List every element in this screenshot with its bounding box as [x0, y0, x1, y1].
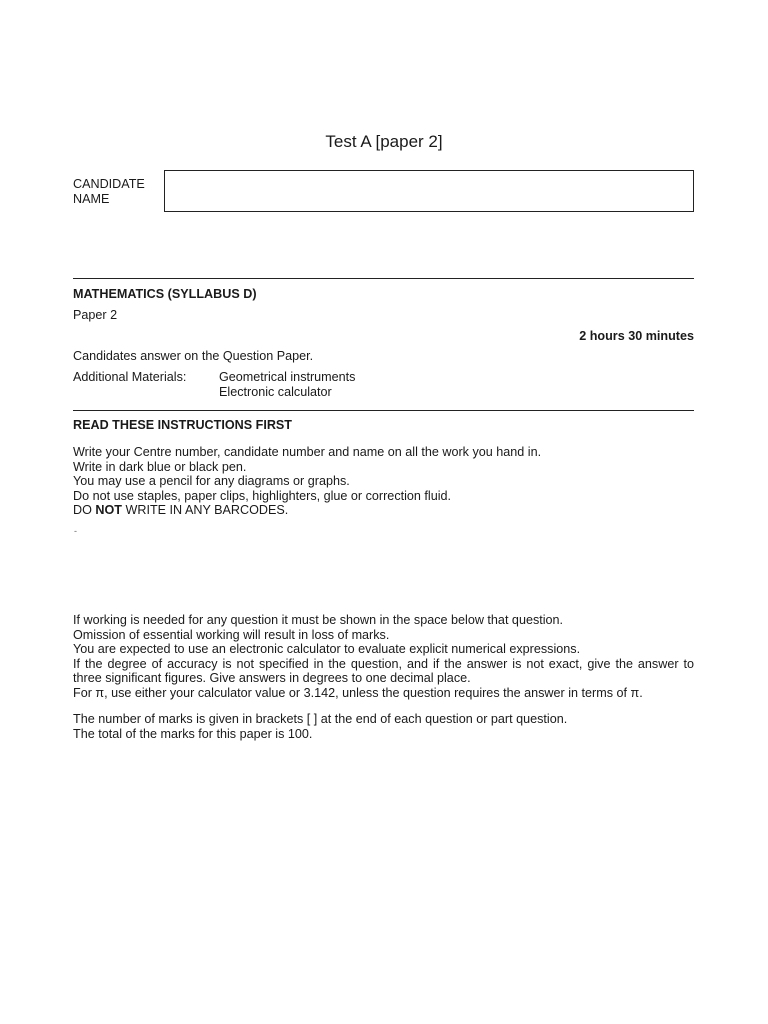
working-line: You are expected to use an electronic calculator to evaluate explicit numerical expressions. [73, 642, 581, 657]
barcode-emphasis: NOT [95, 503, 122, 518]
materials-list [219, 370, 355, 399]
divider-instructions [73, 410, 694, 411]
instruction-line: You may use a pencil for any diagrams or graphs. [73, 474, 350, 489]
subject-heading: MATHEMATICS (SYLLABUS D) [73, 287, 257, 301]
paper-number: Paper 2 [73, 308, 118, 322]
working-line: Omission of essential working will result in loss of marks. [73, 627, 390, 642]
instruction-line: Do not use staples, paper clips, highlighters, glue or correction fluid. [73, 488, 452, 503]
instruction-line: Write in dark blue or black pen. [73, 459, 247, 474]
barcode-prefix: DO [73, 503, 96, 518]
divider-top [73, 278, 694, 279]
page-title: Test A [paper 2] [325, 132, 443, 151]
working-line: If the degree of accuracy is not specified in the question, and if the answer is not exact, give the answer to [73, 656, 694, 671]
instructions-list [73, 445, 541, 518]
marks-line: The total of the marks for this paper is 100. [73, 726, 313, 741]
instruction-line: Write your Centre number, candidate number and name on all the work you hand in. [73, 445, 542, 459]
materials-label: Additional Materials: [73, 370, 187, 384]
material-item: Electronic calculator [219, 384, 332, 399]
barcode-suffix: WRITE IN ANY BARCODES. [121, 503, 289, 518]
barcode-instruction [73, 503, 541, 518]
answer-note: Candidates answer on the Question Paper. [73, 349, 314, 363]
marks-line: The number of marks is given in brackets [ ] at the end of each question or part question. [73, 712, 568, 726]
candidate-label-line-2: NAME [73, 191, 110, 206]
instructions-heading: READ THESE INSTRUCTIONS FIRST [73, 418, 293, 432]
working-line: If working is needed for any question it must be shown in the space below that question. [73, 613, 564, 627]
stray-mark: - [74, 526, 77, 536]
working-line: three significant figures. Give answers in degrees to one decimal place. [73, 671, 471, 686]
marks-info [73, 712, 567, 741]
candidate-label-line-1: CANDIDATE [73, 177, 145, 191]
working-line: For π, use either your calculator value or 3.142, unless the question requires the answer in terms of π. [73, 685, 643, 700]
duration: 2 hours 30 minutes [579, 329, 694, 343]
working-instructions [73, 613, 694, 701]
material-item: Geometrical instruments [219, 370, 356, 384]
candidate-name-field[interactable] [164, 170, 694, 212]
candidate-name-label [73, 177, 163, 206]
